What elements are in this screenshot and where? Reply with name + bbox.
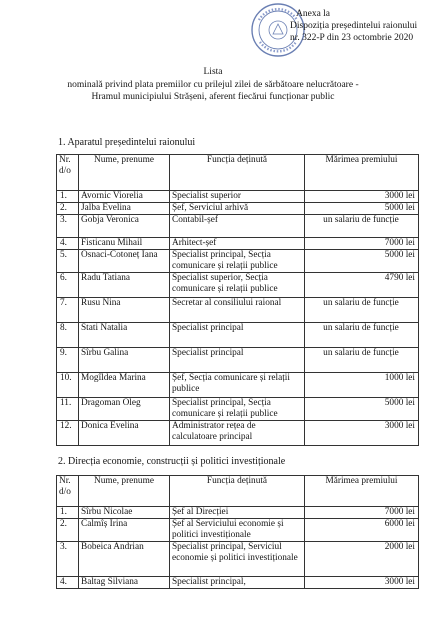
cell-nr: 2. — [57, 203, 79, 215]
cell-name: Gobja Veronica — [79, 215, 170, 238]
cell-nr: 4. — [57, 577, 79, 589]
header-function: Funcția deținută — [170, 155, 305, 191]
cell-nr: 2. — [57, 519, 79, 542]
cell-name: Avornic Viorelia — [79, 191, 170, 203]
cell-name: Bobeica Andrian — [79, 542, 170, 577]
header-amount: Mărimea premiului — [305, 155, 419, 191]
cell-name: Calmîș Irina — [79, 519, 170, 542]
cell-function: Specialist principal, Serviciul economie și politici investiționale — [170, 542, 305, 577]
cell-function: Specialist principal, Secția comunicare și relații publice — [170, 250, 305, 273]
table-row — [57, 250, 419, 273]
header-nr: Nr. d/o — [57, 476, 79, 507]
cell-nr: 7. — [57, 298, 79, 323]
table-row — [57, 577, 419, 589]
cell-nr: 4. — [57, 238, 79, 250]
cell-amount: 3000 lei — [305, 577, 419, 589]
section-2-title: 2. Direcția economie, construcții și politici investiționale — [58, 456, 286, 467]
cell-amount: un salariu de funcție — [305, 215, 419, 238]
table-row — [57, 215, 419, 238]
cell-function: Specialist principal — [170, 348, 305, 373]
cell-nr: 3. — [57, 542, 79, 577]
cell-amount: 2000 lei — [305, 542, 419, 577]
cell-nr: 1. — [57, 507, 79, 519]
table-row — [57, 398, 419, 421]
section-1-title: 1. Aparatul președintelui raionului — [58, 137, 196, 148]
cell-name: Sîrbu Nicolae — [79, 507, 170, 519]
cell-name: Radu Tatiana — [79, 273, 170, 298]
cell-nr: 8. — [57, 323, 79, 348]
cell-nr: 6. — [57, 273, 79, 298]
cell-function: Administrator rețea de calculatoare principal — [170, 421, 305, 446]
title-line-1: nominală privind plata premiilor cu prilejul zilei de sărbătoare nelucrătoare - — [67, 79, 359, 90]
title-heading: Lista — [203, 67, 223, 77]
cell-function: Arhitect-șef — [170, 238, 305, 250]
cell-function: Specialist principal — [170, 323, 305, 348]
cell-name: Stati Natalia — [79, 323, 170, 348]
table-row — [57, 273, 419, 298]
title-line-2: Hramul municipiului Strășeni, aferent fiecărui funcționar public — [91, 92, 335, 102]
cell-function: Șef al Direcției — [170, 507, 305, 519]
table-row — [57, 519, 419, 542]
cell-name: Baltag Silviana — [79, 577, 170, 589]
cell-amount: 1000 lei — [305, 373, 419, 398]
cell-function: Șef al Serviciului economie și politici investiționale — [170, 519, 305, 542]
table-header-row — [57, 476, 419, 507]
table-row — [57, 348, 419, 373]
cell-nr: 5. — [57, 250, 79, 273]
cell-function: Specialist superior — [170, 191, 305, 203]
cell-function: Contabil-șef — [170, 215, 305, 238]
cell-function: Specialist superior, Secția comunicare și relații publice — [170, 273, 305, 298]
cell-name: Osnaci-Cotoneț Iana — [79, 250, 170, 273]
cell-function: Secretar al consiliului raional — [170, 298, 305, 323]
cell-name: Dragoman Oleg — [79, 398, 170, 421]
cell-amount: un salariu de funcție — [305, 298, 419, 323]
table-row — [57, 373, 419, 398]
annex-reference — [290, 8, 424, 44]
cell-nr: 1. — [57, 191, 79, 203]
table-row — [57, 507, 419, 519]
table-section-1 — [56, 154, 419, 446]
cell-amount: 7000 lei — [305, 507, 419, 519]
table-section-2 — [56, 475, 419, 589]
cell-amount: 3000 lei — [305, 421, 419, 446]
document-title — [4, 66, 422, 104]
cell-name: Mogîldea Marina — [79, 373, 170, 398]
table-row — [57, 421, 419, 446]
cell-amount: 5000 lei — [305, 203, 419, 215]
header-nr: Nr. d/o — [57, 155, 79, 191]
header-function: Funcția deținută — [170, 476, 305, 507]
cell-nr: 11. — [57, 398, 79, 421]
cell-function: Specialist principal, Secția comunicare și relații publice — [170, 398, 305, 421]
cell-amount: 3000 lei — [305, 191, 419, 203]
cell-amount: 5000 lei — [305, 398, 419, 421]
cell-nr: 9. — [57, 348, 79, 373]
table-row — [57, 323, 419, 348]
cell-amount: un salariu de funcție — [305, 323, 419, 348]
cell-function: Specialist principal, — [170, 577, 305, 589]
header-amount: Mărimea premiului — [305, 476, 419, 507]
annex-line-1: Anexa la — [296, 9, 331, 19]
annex-line-2: Dispoziția președintelui raionului — [290, 21, 418, 31]
cell-nr: 3. — [57, 215, 79, 238]
cell-nr: 10. — [57, 373, 79, 398]
table-row — [57, 542, 419, 577]
header-name: Nume, prenume — [79, 155, 170, 191]
cell-function: Șef, Secția comunicare și relații publice — [170, 373, 305, 398]
cell-amount: 6000 lei — [305, 519, 419, 542]
cell-amount: 5000 lei — [305, 250, 419, 273]
cell-function: Șef, Serviciul arhivă — [170, 203, 305, 215]
table-header-row — [57, 155, 419, 191]
table-row — [57, 238, 419, 250]
cell-nr: 12. — [57, 421, 79, 446]
cell-amount: un salariu de funcție — [305, 348, 419, 373]
annex-line-3: nr. 322-P din 23 octombrie 2020 — [290, 33, 414, 43]
table-row — [57, 191, 419, 203]
cell-name: Donica Evelina — [79, 421, 170, 446]
cell-amount: 4790 lei — [305, 273, 419, 298]
cell-amount: 7000 lei — [305, 238, 419, 250]
cell-name: Sîrbu Galina — [79, 348, 170, 373]
cell-name: Fisticanu Mihail — [79, 238, 170, 250]
table-row — [57, 203, 419, 215]
table-row — [57, 298, 419, 323]
header-name: Nume, prenume — [79, 476, 170, 507]
cell-name: Jalba Evelina — [79, 203, 170, 215]
cell-name: Rusu Nina — [79, 298, 170, 323]
